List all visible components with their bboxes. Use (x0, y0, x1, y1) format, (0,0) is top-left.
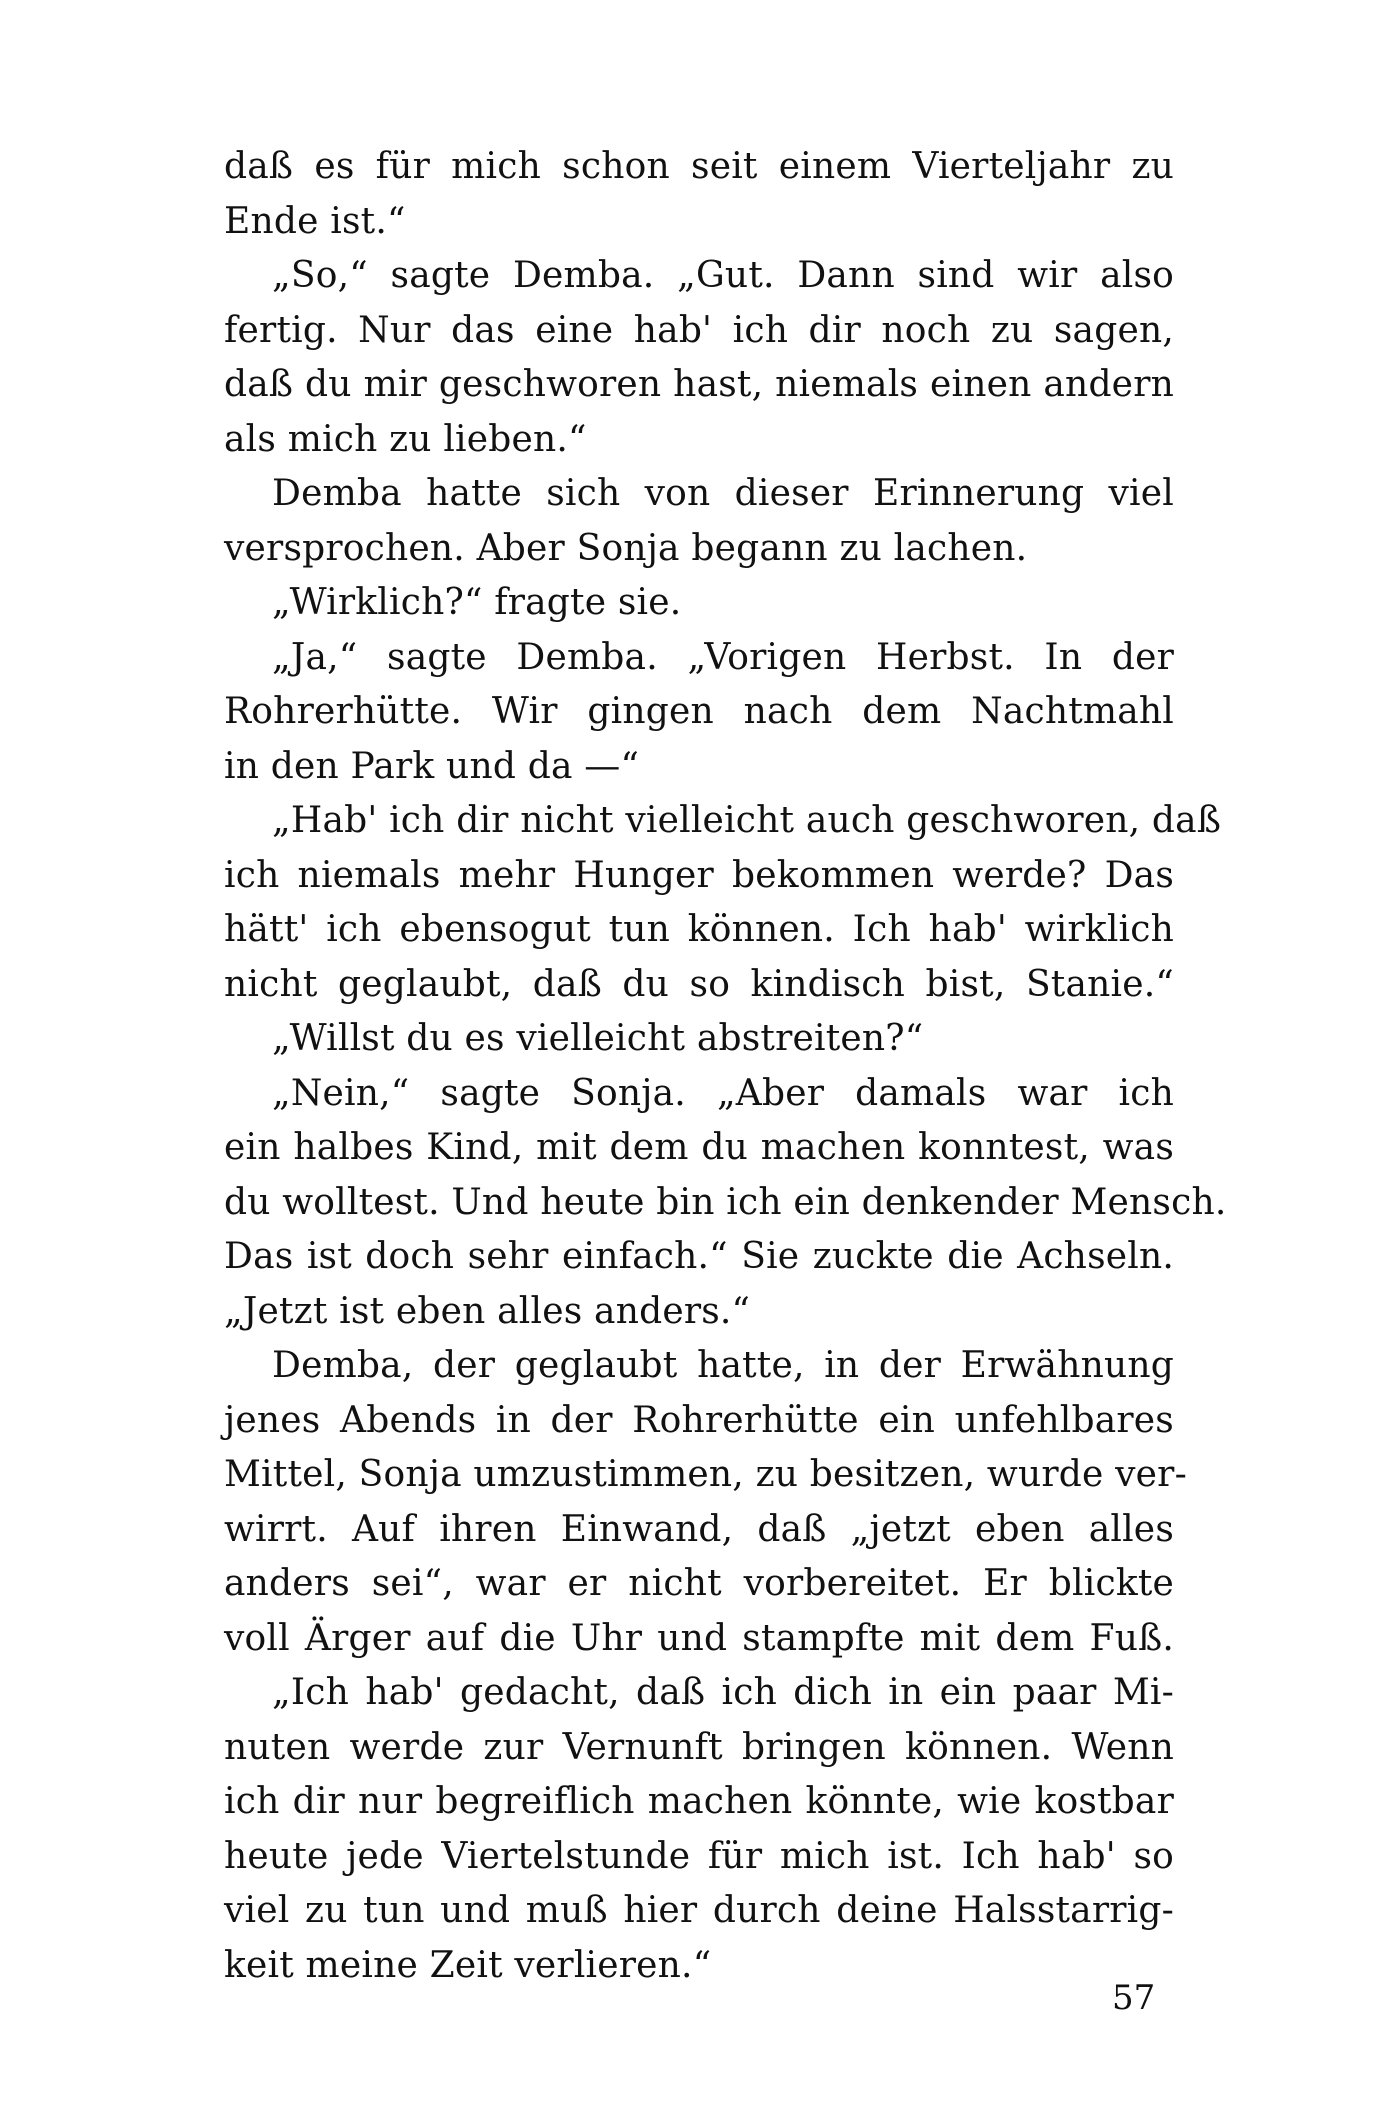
text-line: du wolltest. Und heute bin ich ein denkender Mensch. (224, 1181, 1227, 1223)
text-line: keit meine Zeit verlieren.“ (224, 1944, 712, 1986)
text-line: viel zu tun und muß hier durch deine Halsstarrig- (224, 1890, 1174, 1931)
text-line: ich dir nur begreiflich machen könnte, wie kostbar (224, 1781, 1174, 1822)
text-line: „Ich hab' gedacht, daß ich dich in ein paar Mi- (272, 1672, 1174, 1713)
text-line: hätt' ich ebensogut tun können. Ich hab' wirklich (224, 909, 1174, 950)
text-line: in den Park und da —“ (224, 745, 640, 787)
text-line: daß es für mich schon seit einem Vierteljahr zu (224, 146, 1174, 187)
text-line: „Wirklich?“ fragte sie. (272, 582, 682, 623)
text-line: Rohrerhütte. Wir gingen nach dem Nachtmahl (224, 691, 1174, 732)
text-line: voll Ärger auf die Uhr und stampfte mit dem Fuß. (224, 1617, 1174, 1659)
text-line: Das ist doch sehr einfach.“ Sie zuckte die Achseln. (224, 1236, 1174, 1277)
text-line: Ende ist.“ (224, 200, 406, 242)
text-line: fertig. Nur das eine hab' ich dir noch zu sagen, (224, 309, 1174, 351)
text-line: „So,“ sagte Demba. „Gut. Dann sind wir also (272, 255, 1174, 296)
text-line: nuten werde zur Vernunft bringen können. Wenn (224, 1726, 1174, 1768)
text-line: „Nein,“ sagte Sonja. „Aber damals war ich (272, 1072, 1174, 1114)
page-number: 57 (1112, 1978, 1156, 2018)
text-line: wirrt. Auf ihren Einwand, daß „jetzt eben alles (224, 1508, 1174, 1550)
text-line: „Hab' ich dir nicht vielleicht auch geschworen, daß (272, 800, 1222, 841)
text-line: Demba, der geglaubt hatte, in der Erwähnung (272, 1345, 1174, 1386)
body-text (224, 140, 1227, 1993)
text-line: versprochen. Aber Sonja begann zu lachen. (224, 527, 1028, 569)
text-line: Mittel, Sonja umzustimmen, zu besitzen, wurde ver- (224, 1454, 1187, 1495)
text-line: heute jede Viertelstunde für mich ist. Ich hab' so (224, 1835, 1174, 1877)
text-line: „Jetzt ist eben alles anders.“ (224, 1290, 751, 1332)
text-line: „Willst du es vielleicht abstreiten?“ (272, 1018, 924, 1059)
text-line: daß du mir geschworen hast, niemals einen andern (224, 364, 1174, 405)
text-line: nicht geglaubt, daß du so kindisch bist, Stanie.“ (224, 963, 1174, 1005)
text-line: als mich zu lieben.“ (224, 418, 587, 460)
text-line: „Ja,“ sagte Demba. „Vorigen Herbst. In der (272, 636, 1174, 678)
text-line: ich niemals mehr Hunger bekommen werde? Das (224, 854, 1174, 896)
text-line: jenes Abends in der Rohrerhütte ein unfehlbares (224, 1399, 1174, 1441)
text-line: ein halbes Kind, mit dem du machen konntest, was (224, 1127, 1174, 1168)
text-line: anders sei“, war er nicht vorbereitet. Er blickte (224, 1563, 1174, 1604)
text-line: Demba hatte sich von dieser Erinnerung viel (272, 473, 1174, 514)
